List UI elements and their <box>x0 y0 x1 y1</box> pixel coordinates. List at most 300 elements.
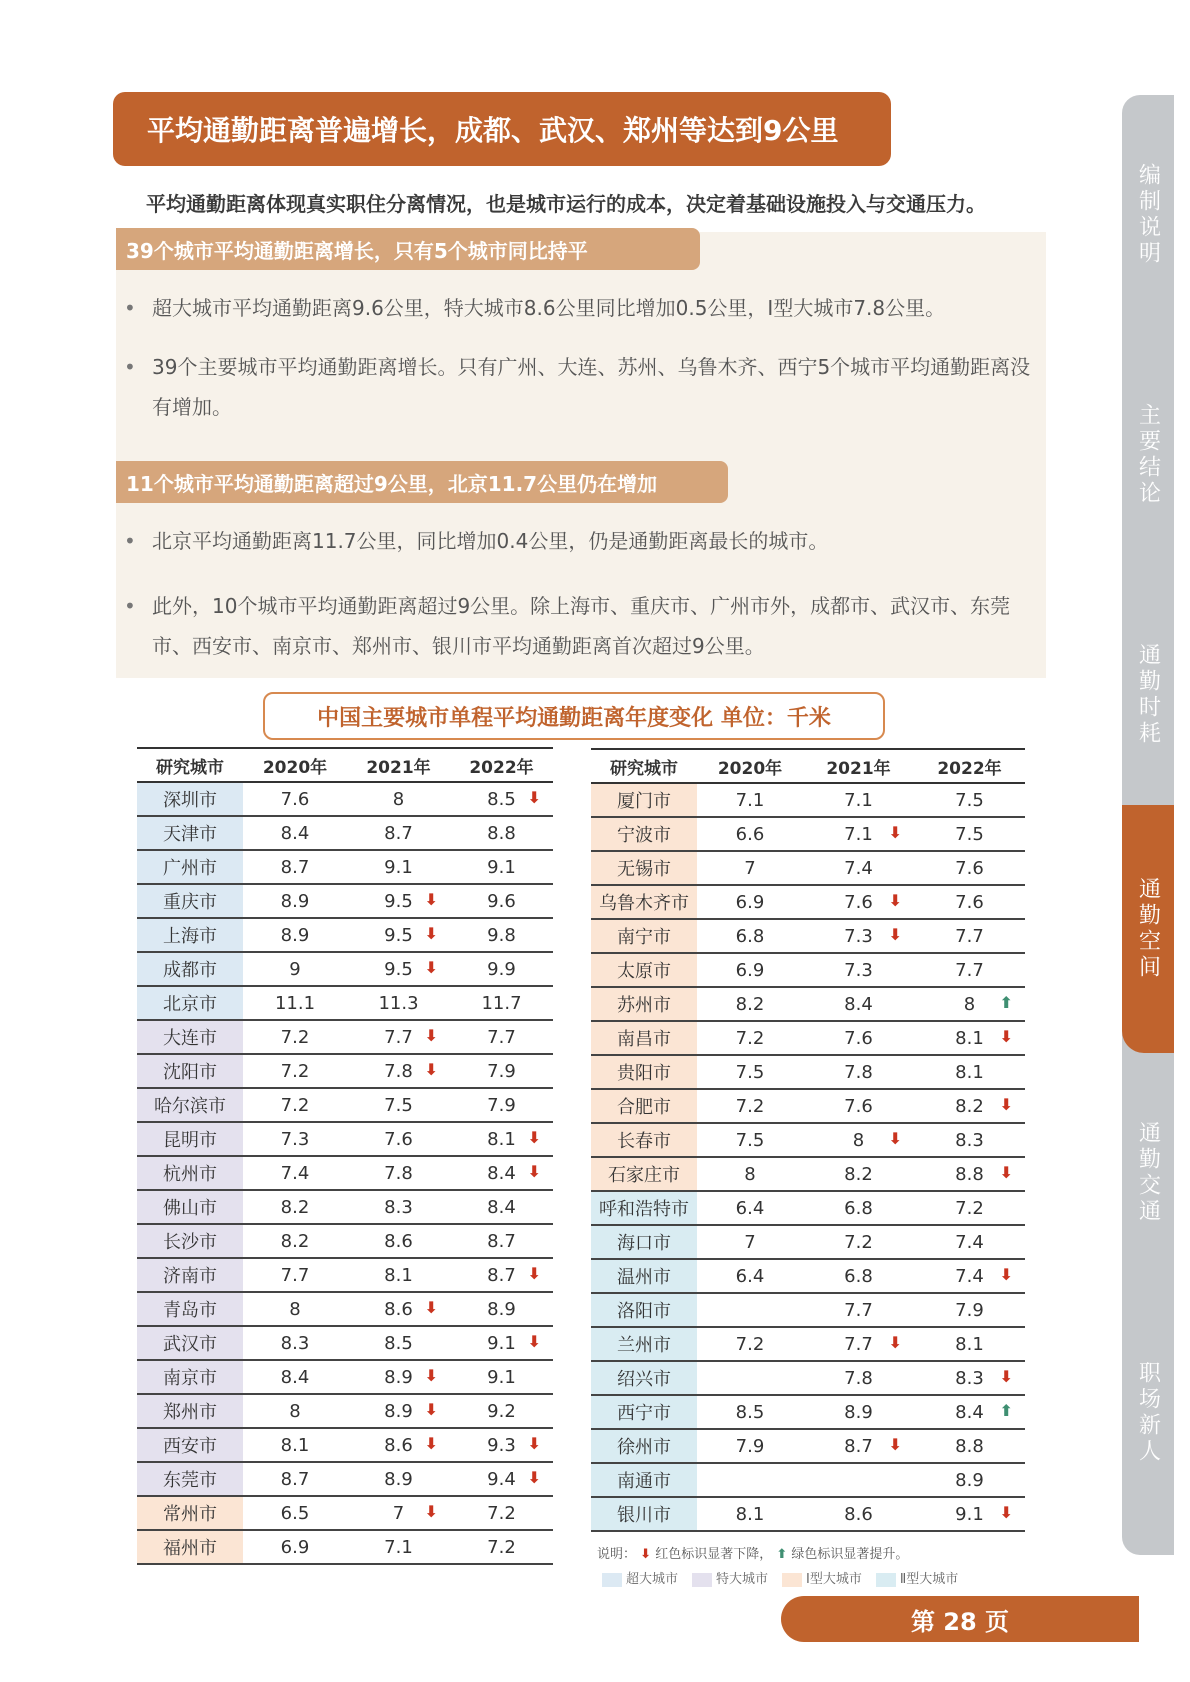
arrow-down-icon: ⬇ <box>888 891 902 910</box>
value-text: 8.1 <box>955 1333 984 1355</box>
value-cell-2021 <box>347 884 450 918</box>
value-text: 7.2 <box>487 1502 516 1524</box>
value-cell-2020 <box>697 1395 803 1429</box>
value-cell-2020 <box>243 1224 347 1258</box>
value-text: 8.1 <box>955 1061 984 1083</box>
value-text: 8.9 <box>384 1468 413 1490</box>
arrow-down-icon: ⬇ <box>424 1060 438 1079</box>
value-text: 7.6 <box>844 891 873 913</box>
value-cell-2020 <box>697 817 803 851</box>
side-nav-item-zhichangxinren[interactable] <box>1122 1293 1174 1533</box>
value-cell-2021 <box>803 783 914 817</box>
value-cell-2022 <box>914 1055 1025 1089</box>
value-text: 11.3 <box>378 992 419 1014</box>
table-row <box>591 1497 1025 1531</box>
value-text: 7.5 <box>955 789 984 811</box>
col-header-2020: 2020年 <box>697 749 803 783</box>
city-cell: 济南市 <box>137 1258 243 1292</box>
value-text: 11.1 <box>274 992 316 1014</box>
table-row <box>137 816 553 850</box>
table-row <box>137 1088 553 1122</box>
arrow-down-icon: ⬇ <box>527 1162 541 1181</box>
value-text: 8.8 <box>487 822 516 844</box>
value-text: 8.3 <box>280 1332 310 1354</box>
value-cell-2021 <box>347 1258 450 1292</box>
value-text: 8.1 <box>487 1128 516 1150</box>
value-cell-2020 <box>243 1496 347 1530</box>
city-cell: 南通市 <box>591 1463 697 1497</box>
value-text: 8.9 <box>280 924 310 946</box>
table-row <box>137 1394 553 1428</box>
side-nav-item-tongqinjiaotong[interactable] <box>1122 1053 1174 1293</box>
table-row <box>591 1225 1025 1259</box>
value-cell-2022 <box>450 1292 553 1326</box>
arrow-down-icon: ⬇ <box>424 958 438 977</box>
lead-paragraph: 平均通勤距离体现真实职住分离情况，也是城市运行的成本，决定着基础设施投入与交通压力。 <box>146 192 986 216</box>
table-row <box>137 1530 553 1564</box>
value-cell-2020 <box>697 1259 803 1293</box>
page-number-tab <box>781 1596 1139 1642</box>
value-cell-2022 <box>914 1293 1025 1327</box>
city-cell: 贵阳市 <box>591 1055 697 1089</box>
table-row <box>591 1123 1025 1157</box>
tier-legend <box>602 1568 958 1587</box>
arrow-down-icon: ⬇ <box>527 1128 541 1147</box>
value-text: 8.7 <box>280 1468 310 1490</box>
legend-label: Ⅱ型大城市 <box>899 1572 959 1587</box>
table-row <box>137 918 553 952</box>
arrow-down-icon: ⬇ <box>999 1095 1013 1114</box>
value-text: 9.6 <box>487 890 516 912</box>
value-text: 7.7 <box>844 1333 873 1355</box>
arrow-down-icon: ⬇ <box>999 1027 1013 1046</box>
value-text: 9.3 <box>487 1434 516 1456</box>
table-row <box>137 1190 553 1224</box>
city-cell: 常州市 <box>137 1496 243 1530</box>
table-row <box>137 952 553 986</box>
value-cell-2022 <box>450 782 553 816</box>
bullet-item <box>124 586 1044 666</box>
value-text: 7.2 <box>280 1094 310 1116</box>
value-cell-2021 <box>803 1361 914 1395</box>
value-text: 7.8 <box>844 1061 873 1083</box>
city-cell: 厦门市 <box>591 783 697 817</box>
arrow-down-icon: ⬇ <box>999 1503 1013 1522</box>
value-text: 9.1 <box>955 1503 984 1525</box>
value-text: 8.4 <box>280 1366 310 1388</box>
commute-table-left <box>137 747 553 1565</box>
city-cell: 重庆市 <box>137 884 243 918</box>
value-text: 7.7 <box>844 1299 873 1321</box>
value-text: 8 <box>289 1298 301 1320</box>
value-cell-2020 <box>697 919 803 953</box>
col-header-2022: 2022年 <box>450 748 553 782</box>
table-title <box>263 692 885 740</box>
value-cell-2021 <box>347 1530 450 1564</box>
city-cell: 杭州市 <box>137 1156 243 1190</box>
value-text: 8.7 <box>844 1435 873 1457</box>
value-cell-2021 <box>803 885 914 919</box>
bullet-text: 39个主要城市平均通勤距离增长。只有广州、大连、苏州、乌鲁木齐、西宁5个城市平均通勤距离没有增加。 <box>152 355 1031 419</box>
arrow-down-icon: ⬇ <box>888 1129 902 1148</box>
city-cell: 北京市 <box>137 986 243 1020</box>
value-text: 6.4 <box>735 1265 765 1287</box>
arrow-down-icon: ⬇ <box>888 1435 902 1454</box>
value-cell-2021 <box>803 1259 914 1293</box>
city-cell: 海口市 <box>591 1225 697 1259</box>
arrow-down-icon: ⬇ <box>527 1332 541 1351</box>
value-text: 8.4 <box>487 1196 516 1218</box>
table-row <box>591 1463 1025 1497</box>
city-cell: 深圳市 <box>137 782 243 816</box>
value-text: 8.9 <box>487 1298 516 1320</box>
value-text: 9.2 <box>487 1400 516 1422</box>
value-text: 6.9 <box>280 1536 310 1558</box>
value-cell-2020 <box>697 783 803 817</box>
city-cell: 佛山市 <box>137 1190 243 1224</box>
value-cell-2020 <box>697 1327 803 1361</box>
value-text: 8.4 <box>955 1401 984 1423</box>
value-cell-2021 <box>347 816 450 850</box>
table-title-text: 中国主要城市单程平均通勤距离年度变化 单位：千米 <box>317 705 831 731</box>
legend-swatch <box>876 1573 896 1587</box>
table-row <box>137 1496 553 1530</box>
value-text: 9.5 <box>384 924 413 946</box>
value-cell-2020 <box>243 1292 347 1326</box>
table-row <box>137 986 553 1020</box>
arrow-down-icon: ⬇ <box>424 1502 438 1521</box>
value-text: 7.1 <box>844 823 873 845</box>
value-cell-2021 <box>347 986 450 1020</box>
value-text: 7.1 <box>384 1536 413 1558</box>
city-cell: 西安市 <box>137 1428 243 1462</box>
value-cell-2020 <box>697 885 803 919</box>
table-row <box>591 1259 1025 1293</box>
value-text: 7.4 <box>955 1265 984 1287</box>
value-text: 9.1 <box>487 1332 516 1354</box>
table-row <box>591 851 1025 885</box>
value-text: 8.1 <box>384 1264 413 1286</box>
value-text: 6.5 <box>280 1502 310 1524</box>
col-header-2021: 2021年 <box>347 748 450 782</box>
value-cell-2022 <box>450 1122 553 1156</box>
value-cell-2022 <box>914 1361 1025 1395</box>
value-text: 8.2 <box>735 993 765 1015</box>
col-header-city: 研究城市 <box>137 748 243 782</box>
value-text: 7.6 <box>384 1128 413 1150</box>
city-cell: 哈尔滨市 <box>137 1088 243 1122</box>
value-text: 8.8 <box>955 1163 984 1185</box>
value-cell-2020 <box>697 1055 803 1089</box>
value-text: 6.6 <box>735 823 765 845</box>
table-row <box>137 782 553 816</box>
city-cell: 洛阳市 <box>591 1293 697 1327</box>
value-text: 8.7 <box>487 1230 516 1252</box>
city-cell: 成都市 <box>137 952 243 986</box>
value-cell-2022 <box>914 1157 1025 1191</box>
city-cell: 昆明市 <box>137 1122 243 1156</box>
legend-item <box>876 1568 958 1587</box>
side-nav-item-tongqinshihao[interactable] <box>1122 575 1174 815</box>
value-cell-2022 <box>450 1496 553 1530</box>
arrow-down-icon: ⬇ <box>999 1265 1013 1284</box>
value-cell-2020 <box>243 816 347 850</box>
value-text: 8.5 <box>487 788 516 810</box>
value-text: 8.3 <box>955 1129 984 1151</box>
legend-item <box>782 1568 862 1587</box>
value-text: 6.8 <box>844 1197 873 1219</box>
side-nav-label: 主要结论 <box>1135 403 1161 507</box>
value-cell-2021 <box>347 1496 450 1530</box>
value-cell-2021 <box>347 850 450 884</box>
value-text: 9.4 <box>487 1468 516 1490</box>
value-cell-2021 <box>803 1089 914 1123</box>
value-text: 8.3 <box>384 1196 413 1218</box>
table-row <box>591 783 1025 817</box>
value-cell-2021 <box>803 1225 914 1259</box>
value-text: 7.7 <box>280 1264 310 1286</box>
value-cell-2021 <box>803 1293 914 1327</box>
value-cell-2021 <box>347 1020 450 1054</box>
city-cell: 呼和浩特市 <box>591 1191 697 1225</box>
value-text: 7.7 <box>955 959 984 981</box>
arrow-down-icon: ⬇ <box>999 1163 1013 1182</box>
value-cell-2022 <box>450 1156 553 1190</box>
section-title: 平均通勤距离普遍增长，成都、武汉、郑州等达到9公里 <box>147 114 839 147</box>
value-cell-2022 <box>450 1190 553 1224</box>
value-text: 7.9 <box>955 1299 984 1321</box>
value-cell-2020 <box>697 1089 803 1123</box>
table-header-row <box>137 748 553 782</box>
value-text: 8.5 <box>735 1401 765 1423</box>
value-cell-2020 <box>243 1054 347 1088</box>
value-text: 6.4 <box>735 1197 765 1219</box>
commute-table-right <box>591 748 1025 1532</box>
city-cell: 南宁市 <box>591 919 697 953</box>
value-text: 8.9 <box>844 1401 873 1423</box>
value-text: 7.7 <box>487 1026 516 1048</box>
value-cell-2021 <box>803 1429 914 1463</box>
table-row <box>137 1258 553 1292</box>
value-cell-2020 <box>243 782 347 816</box>
city-cell: 乌鲁木齐市 <box>591 885 697 919</box>
table-row <box>591 1191 1025 1225</box>
arrow-down-icon: ⬇ <box>424 890 438 909</box>
table-row <box>591 1157 1025 1191</box>
value-text: 7.2 <box>280 1060 310 1082</box>
arrow-up-icon: ⬆ <box>776 1547 788 1562</box>
value-cell-2021 <box>803 1327 914 1361</box>
value-cell-2021 <box>347 1224 450 1258</box>
arrow-down-icon: ⬇ <box>640 1547 652 1562</box>
city-cell: 石家庄市 <box>591 1157 697 1191</box>
bullet-text: 北京平均通勤距离11.7公里，同比增加0.4公里，仍是通勤距离最长的城市。 <box>152 529 829 553</box>
value-text: 8.6 <box>844 1503 873 1525</box>
table-row <box>137 1428 553 1462</box>
value-text: 9.1 <box>384 856 413 878</box>
value-cell-2022 <box>914 1089 1025 1123</box>
arrow-down-icon: ⬇ <box>424 924 438 943</box>
value-cell-2021 <box>803 851 914 885</box>
value-text: 8.6 <box>384 1298 413 1320</box>
table-row <box>137 1156 553 1190</box>
value-cell-2022 <box>914 1123 1025 1157</box>
value-text: 8 <box>852 1129 865 1151</box>
city-cell: 广州市 <box>137 850 243 884</box>
value-cell-2021 <box>803 1055 914 1089</box>
value-cell-2020 <box>243 1360 347 1394</box>
city-cell: 徐州市 <box>591 1429 697 1463</box>
city-cell: 郑州市 <box>137 1394 243 1428</box>
table-row <box>137 1462 553 1496</box>
value-text: 9.1 <box>487 1366 516 1388</box>
table-row <box>591 1055 1025 1089</box>
value-text: 7.6 <box>280 788 310 810</box>
table-row <box>137 1292 553 1326</box>
value-cell-2020 <box>243 1088 347 1122</box>
value-text: 7 <box>392 1502 405 1524</box>
bullet-item <box>124 521 1044 561</box>
table-row <box>591 1361 1025 1395</box>
value-text: 7.9 <box>487 1060 516 1082</box>
value-text: 7.8 <box>844 1367 873 1389</box>
value-text: 8.2 <box>844 1163 873 1185</box>
value-cell-2020 <box>243 1530 347 1564</box>
value-text: 8.9 <box>955 1469 984 1491</box>
value-text: 8 <box>744 1163 756 1185</box>
city-cell: 沈阳市 <box>137 1054 243 1088</box>
value-cell-2021 <box>803 1021 914 1055</box>
value-cell-2022 <box>914 953 1025 987</box>
value-text: 11.7 <box>481 992 522 1014</box>
table-row <box>137 1326 553 1360</box>
value-cell-2021 <box>803 1123 914 1157</box>
value-cell-2021 <box>803 1395 914 1429</box>
value-cell-2021 <box>803 1157 914 1191</box>
city-cell: 天津市 <box>137 816 243 850</box>
value-cell-2021 <box>803 987 914 1021</box>
value-cell-2021 <box>347 1326 450 1360</box>
table-row <box>137 884 553 918</box>
table-row <box>137 1054 553 1088</box>
side-nav-item-zhuyaojielun[interactable] <box>1122 335 1174 575</box>
value-cell-2022 <box>914 885 1025 919</box>
value-text: 9.5 <box>384 890 413 912</box>
value-text: 7.4 <box>280 1162 310 1184</box>
value-cell-2020 <box>697 1191 803 1225</box>
value-cell-2020 <box>243 1122 347 1156</box>
table-row <box>591 817 1025 851</box>
subheading-2-text: 11个城市平均通勤距离超过9公里，北京11.7公里仍在增加 <box>126 471 658 496</box>
city-cell: 太原市 <box>591 953 697 987</box>
value-cell-2022 <box>450 952 553 986</box>
table-row <box>137 1020 553 1054</box>
value-cell-2022 <box>914 851 1025 885</box>
value-cell-2020 <box>243 1326 347 1360</box>
arrow-down-icon: ⬇ <box>527 788 541 807</box>
value-cell-2021 <box>347 1088 450 1122</box>
side-nav-item-bianzhishuoming[interactable] <box>1122 95 1174 335</box>
value-text: 7.2 <box>735 1333 765 1355</box>
value-cell-2022 <box>914 1191 1025 1225</box>
value-text: 8.4 <box>844 993 873 1015</box>
legend-swatch <box>782 1573 802 1587</box>
value-text: 8.7 <box>487 1264 516 1286</box>
legend-label: 特大城市 <box>716 1572 769 1587</box>
value-cell-2020 <box>697 1021 803 1055</box>
value-cell-2021 <box>803 817 914 851</box>
value-text: 9.8 <box>487 924 516 946</box>
value-text: 7.9 <box>487 1094 516 1116</box>
side-nav-item-tongqinkongjian[interactable] <box>1122 805 1174 1053</box>
value-text: 8.3 <box>955 1367 984 1389</box>
value-text: 8.2 <box>280 1230 310 1252</box>
value-cell-2020 <box>697 953 803 987</box>
value-text: 7.2 <box>844 1231 873 1253</box>
table-row <box>591 953 1025 987</box>
value-cell-2022 <box>914 1395 1025 1429</box>
arrow-up-icon: ⬆ <box>999 993 1013 1012</box>
value-cell-2020 <box>243 1428 347 1462</box>
city-cell: 青岛市 <box>137 1292 243 1326</box>
value-cell-2020 <box>243 884 347 918</box>
value-cell-2022 <box>914 1429 1025 1463</box>
value-cell-2020 <box>697 851 803 885</box>
city-cell: 温州市 <box>591 1259 697 1293</box>
legend-item <box>692 1568 768 1587</box>
table-row <box>591 919 1025 953</box>
table-row <box>591 1293 1025 1327</box>
value-text: 8.1 <box>280 1434 310 1456</box>
side-nav-label: 职场新人 <box>1135 1361 1161 1465</box>
city-cell: 无锡市 <box>591 851 697 885</box>
bullet-dot: • <box>124 296 136 320</box>
bullet-text: 超大城市平均通勤距离9.6公里，特大城市8.6公里同比增加0.5公里，Ⅰ型大城市7.8公里。 <box>152 296 946 320</box>
city-cell: 大连市 <box>137 1020 243 1054</box>
table-row <box>137 1360 553 1394</box>
note-prefix: 说明： <box>597 1547 637 1562</box>
col-header-2021: 2021年 <box>803 749 914 783</box>
value-text: 8.4 <box>280 822 310 844</box>
value-text: 6.8 <box>735 925 765 947</box>
side-nav-label: 通勤空间 <box>1135 877 1161 981</box>
value-cell-2022 <box>450 816 553 850</box>
arrow-down-icon: ⬇ <box>424 1366 438 1385</box>
value-cell-2021 <box>803 919 914 953</box>
arrow-down-icon: ⬇ <box>527 1264 541 1283</box>
value-cell-2021 <box>347 1428 450 1462</box>
note-down-text: 红色标识显著下降， <box>655 1547 773 1562</box>
value-text: 8.2 <box>955 1095 984 1117</box>
table-row <box>137 850 553 884</box>
value-cell-2020 <box>243 1394 347 1428</box>
value-cell-2020 <box>697 1157 803 1191</box>
value-cell-2020 <box>697 987 803 1021</box>
side-nav-label: 通勤交通 <box>1135 1121 1161 1225</box>
value-cell-2020 <box>697 1293 803 1327</box>
city-cell: 合肥市 <box>591 1089 697 1123</box>
value-text: 8.1 <box>735 1503 765 1525</box>
table-row <box>591 885 1025 919</box>
col-header-2022: 2022年 <box>914 749 1025 783</box>
table-row <box>591 1089 1025 1123</box>
value-cell-2021 <box>803 953 914 987</box>
legend-item <box>602 1568 678 1587</box>
value-cell-2020 <box>697 1361 803 1395</box>
value-cell-2021 <box>347 952 450 986</box>
value-cell-2021 <box>347 782 450 816</box>
value-text: 7.6 <box>844 1095 873 1117</box>
